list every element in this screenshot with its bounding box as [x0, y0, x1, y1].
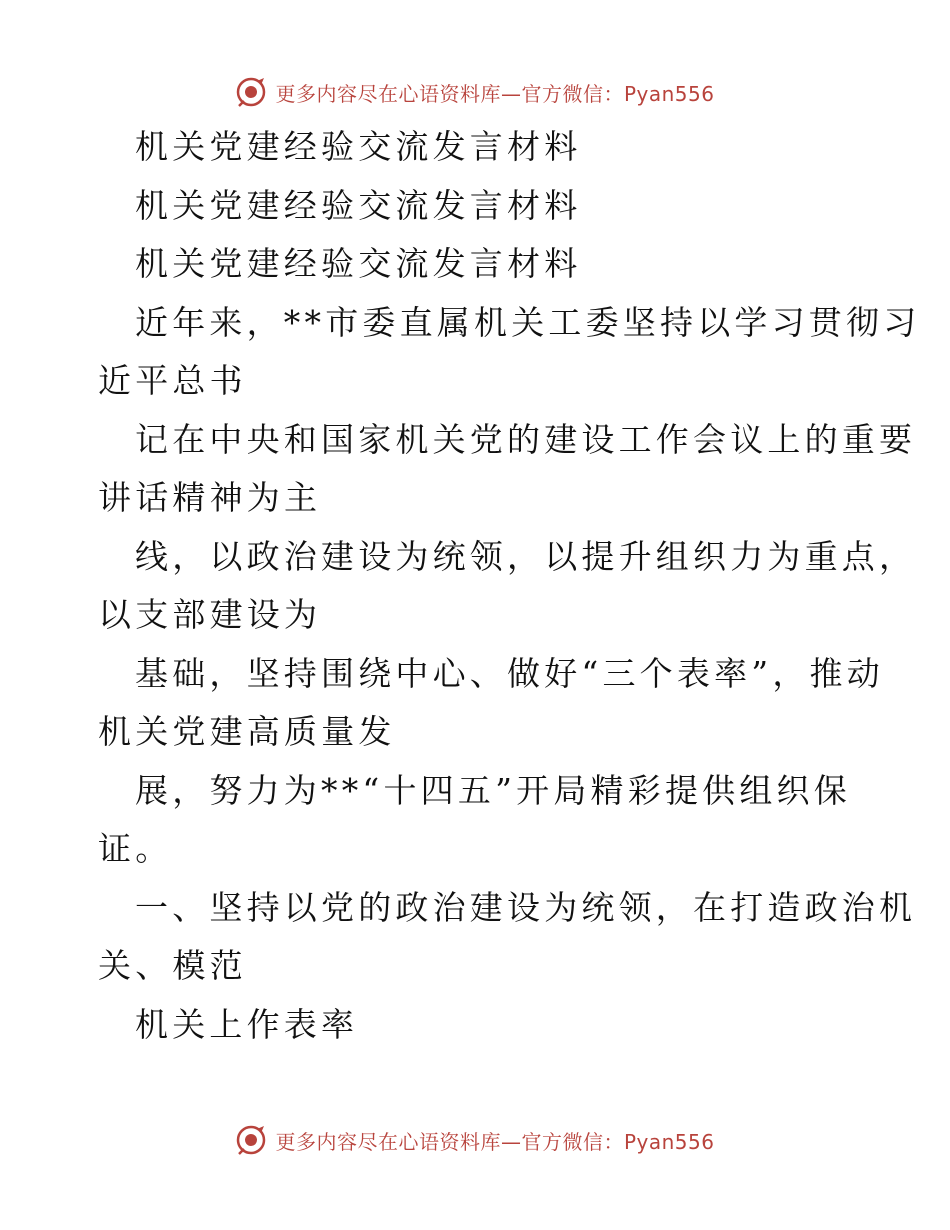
paragraph-line: 近平总书: [98, 361, 247, 400]
watermark-text: 更多内容尽在心语资料库—官方微信：Pyan556: [275, 81, 715, 106]
paragraph-line: 基础，坚持围绕中心、做好“三个表率”，推动: [135, 653, 884, 693]
section-heading-line: 关、模范: [98, 946, 247, 985]
paragraph-line: 展，努力为**“十四五”开局精彩提供组织保: [135, 770, 851, 810]
document-body: [98, 118, 921, 1054]
section-heading-line: 机关上作表率: [135, 1004, 359, 1044]
paragraph-line: 近年来，**市委直属机关工委坚持以学习贯彻习: [135, 302, 921, 342]
doc-title-line: 机关党建经验交流发言材料: [135, 185, 582, 225]
pen-logo-icon: [235, 1124, 267, 1156]
paragraph-line: 以支部建设为: [98, 595, 322, 634]
doc-title-line: 机关党建经验交流发言材料: [135, 244, 582, 283]
paragraph-line: 证。: [98, 829, 173, 868]
header-watermark: [0, 72, 950, 112]
paragraph-line: 讲话精神为主: [98, 478, 322, 517]
watermark-text: 更多内容尽在心语资料库—官方微信：Pyan556: [275, 1129, 715, 1154]
paragraph-line: 记在中央和国家机关党的建设工作会议上的重要: [135, 419, 917, 459]
pen-logo-icon: [235, 76, 267, 108]
doc-title-line: 机关党建经验交流发言材料: [135, 127, 582, 166]
footer-watermark: [0, 1120, 950, 1160]
paragraph-line: 线，以政治建设为统领，以提升组织力为重点，: [135, 536, 917, 576]
section-heading-line: 一、坚持以党的政治建设为统领，在打造政治机: [135, 887, 917, 927]
paragraph-line: 机关党建高质量发: [98, 712, 396, 751]
